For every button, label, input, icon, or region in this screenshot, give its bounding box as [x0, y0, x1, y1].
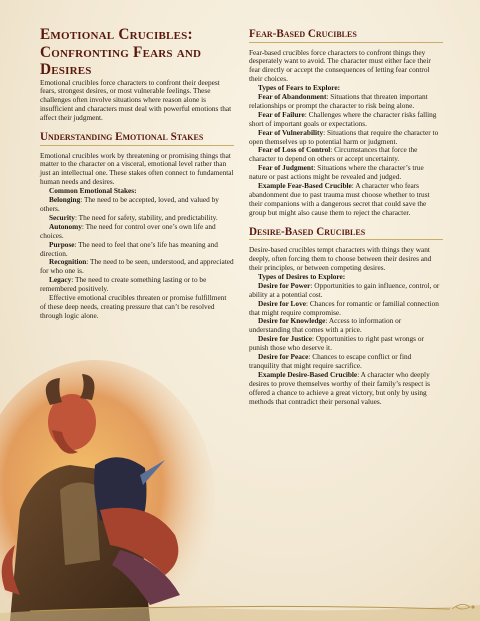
- heading-emotional-stakes: Understanding Emotional Stakes: [40, 131, 234, 146]
- footer-ornament: [0, 595, 480, 621]
- list-item: Recognition: The need to be seen, understood, and appreciated for who one is.: [40, 257, 234, 276]
- list-item: Fear of Abandonment: Situations that threaten important relationships or prompt the character to risk being alone.: [249, 92, 428, 110]
- intro-paragraph: Emotional crucibles force characters to confront their deepest fears, strongest desires, or most vulnerable feelings. These challenges often involve situations where reason alone is insufficient and characters must deal with powerful emotions that affect their judgment.: [40, 77, 232, 123]
- stakes-list: [40, 196, 234, 294]
- desires-list: [249, 282, 443, 371]
- list-item: Desire for Power: Opportunities to gain influence, control, or ability at a potential cost.: [249, 280, 440, 299]
- fear-paragraph: Fear-based crucibles force characters to confront things they desperately want to avoid. The character must either face their fear directly or accept the consequences of letting fear control their choices.: [249, 47, 431, 84]
- desire-types-label: Types of Desires to Explore:: [258, 271, 346, 281]
- list-item: Security: The need for safety, stability, and predictability.: [49, 212, 218, 222]
- list-item: Desire for Peace: Chances to escape conflict or find tranquility that might require sacrifice.: [249, 352, 412, 370]
- fear-types-label: Types of Fears to Explore:: [258, 83, 341, 93]
- list-item: Desire for Justice: Opportunities to right past wrongs or punish those who deserve it.: [249, 334, 424, 353]
- desire-paragraph: Desire-based crucibles tempt characters with things they want deeply, often forcing them to choose between their desires and their principles, or between competing desires.: [249, 245, 432, 273]
- stakes-paragraph: Emotional crucibles work by threatening or promising things that matter to the character on a visceral, emotional level rather than just an intellectual one. These stakes often connect to fundamental human needs and desires.: [40, 150, 234, 187]
- list-item: Fear of Judgment: Situations where the character’s true nature or past actions might be revealed and judged.: [249, 163, 424, 182]
- list-item: Belonging: The need to be accepted, loved, and valued by others.: [40, 195, 219, 213]
- illustration-embrace: [0, 360, 215, 621]
- desire-example: Example Desire-Based Crucible: A character who deeply desires to prove themselves worthy of their family’s respect is offered a chance to achieve a great victory, but only by using methods that contradict their personal values.: [249, 369, 430, 406]
- right-column: [249, 28, 443, 407]
- list-item: Purpose: The need to feel that one’s life has meaning and direction.: [40, 239, 218, 258]
- fear-example: Example Fear-Based Crucible: A character who fears abandonment due to past trauma must choose whether to trust their companions with a dangerous secret that could save the group but might also cause them to reject the character.: [249, 181, 430, 217]
- left-column: [40, 26, 234, 321]
- fears-list: [249, 93, 443, 182]
- list-item: Autonomy: The need for control over one’s own life and choices.: [40, 221, 216, 240]
- page-title: Emotional Crucibles: Confronting Fears and Desires: [40, 26, 202, 78]
- heading-desire-crucibles: Desire-Based Crucibles: [249, 226, 443, 241]
- heading-fear-crucibles: Fear-Based Crucibles: [249, 28, 443, 43]
- list-item: Desire for Love: Chances for romantic or familial connection that might require compromise.: [249, 298, 439, 317]
- list-item: Fear of Failure: Challenges where the character risks falling short of important goals or expectations.: [249, 109, 437, 128]
- list-item: Fear of Vulnerability: Situations that require the character to open themselves up to potential harm or judgment.: [249, 127, 439, 146]
- common-stakes-label: Common Emotional Stakes:: [49, 186, 137, 196]
- closing-paragraph: Effective emotional crucibles threaten or promise fulfillment of these deep needs, creating pressure that can’t be resolved through logic alone.: [40, 293, 227, 320]
- list-item: Desire for Knowledge: Access to information or understanding that comes with a price.: [249, 316, 402, 335]
- list-item: Legacy: The need to create something lasting or to be remembered positively.: [40, 275, 207, 294]
- list-item: Fear of Loss of Control: Circumstances that force the character to depend on others or accept uncertainty.: [249, 145, 418, 164]
